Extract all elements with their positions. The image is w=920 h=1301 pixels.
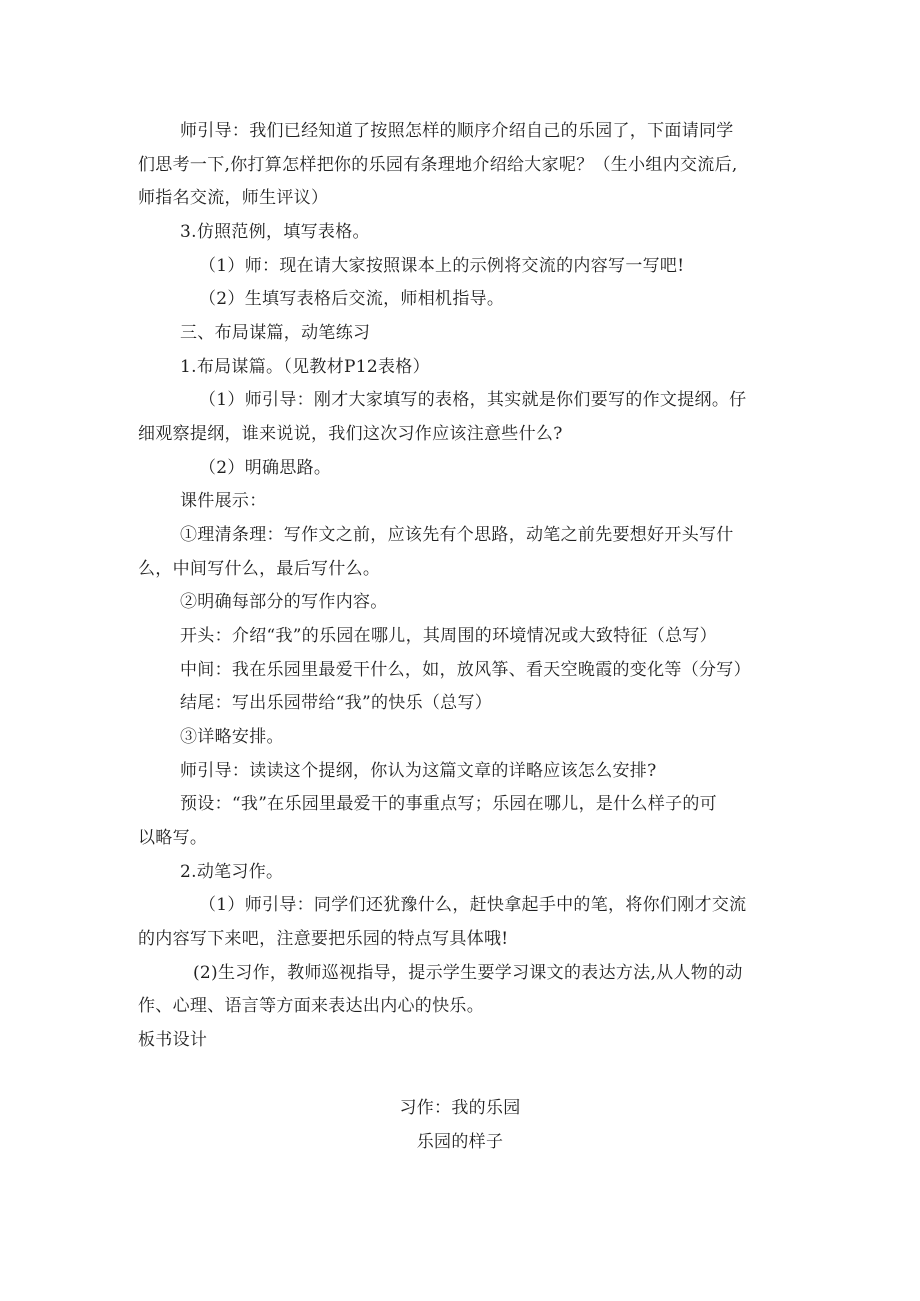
board-title: 习作：我的乐园 <box>399 1098 521 1118</box>
paragraph-line: 结尾：写出乐园带给“我”的快乐（总写） <box>180 693 493 713</box>
board-subtitle: 乐园的样子 <box>416 1132 504 1152</box>
paragraph-line: 中间：我在乐园里最爱干什么，如，放风筝、看天空晚霞的变化等（分写） <box>180 660 751 680</box>
paragraph-line: (2)生习作，教师巡视指导，提示学生要学习课文的表达方法,从人物的动 <box>193 963 743 983</box>
section-heading: 三、布局谋篇，动笔练习 <box>180 323 371 343</box>
paragraph-line: 们思考一下,你打算怎样把你的乐园有条理地介绍给大家呢？（生小组内交流后, <box>138 155 738 175</box>
paragraph-line: （2）明确思路。 <box>199 458 332 478</box>
paragraph-line: 师引导：读读这个提纲，你认为这篇文章的详略应该怎么安排? <box>180 761 657 781</box>
paragraph-line: 的内容写下来吧，注意要把乐园的特点写具体哦! <box>138 929 509 949</box>
paragraph-line: 师指名交流，师生评议） <box>138 188 329 208</box>
paragraph-line: 师引导：我们已经知道了按照怎样的顺序介绍自己的乐园了，下面请同学 <box>180 121 734 141</box>
paragraph-line: ③详略安排。 <box>180 727 284 747</box>
paragraph-line: （1）师引导：同学们还犹豫什么，赶快拿起手中的笔，将你们刚才交流 <box>199 895 747 915</box>
paragraph-line: 预设：“我”在乐园里最爱干的事重点写；乐园在哪儿，是什么样子的可 <box>180 794 717 814</box>
paragraph-line: 1.布局谋篇。（见教材P12表格） <box>180 357 430 377</box>
paragraph-line: 作、心理、语言等方面来表达出内心的快乐。 <box>138 996 484 1016</box>
paragraph-line: 细观察提纲，谁来说说，我们这次习作应该注意些什么? <box>138 424 563 444</box>
paragraph-line: 2.动笔习作。 <box>180 862 284 882</box>
paragraph-line: 开头：介绍“我”的乐园在哪儿，其周围的环境情况或大致特征（总写） <box>180 626 717 646</box>
paragraph-line: ②明确每部分的写作内容。 <box>180 592 388 612</box>
paragraph-line: 3.仿照范例，填写表格。 <box>180 222 370 242</box>
paragraph-line: 课件展示： <box>180 491 267 511</box>
paragraph-line: ①理清条理：写作文之前，应该先有个思路，动笔之前先要想好开头写什 <box>180 525 734 545</box>
paragraph-line: （1）师引导：刚才大家填写的表格，其实就是你们要写的作文提纲。仔 <box>199 390 747 410</box>
paragraph-line: （2）生填写表格后交流，师相机指导。 <box>199 289 505 309</box>
paragraph-line: （1）师：现在请大家按照课本上的示例将交流的内容写一写吧! <box>199 256 685 276</box>
paragraph-line: 么，中间写什么，最后写什么。 <box>138 559 381 579</box>
paragraph-line: 以略写。 <box>138 828 208 848</box>
section-heading: 板书设计 <box>138 1030 208 1050</box>
